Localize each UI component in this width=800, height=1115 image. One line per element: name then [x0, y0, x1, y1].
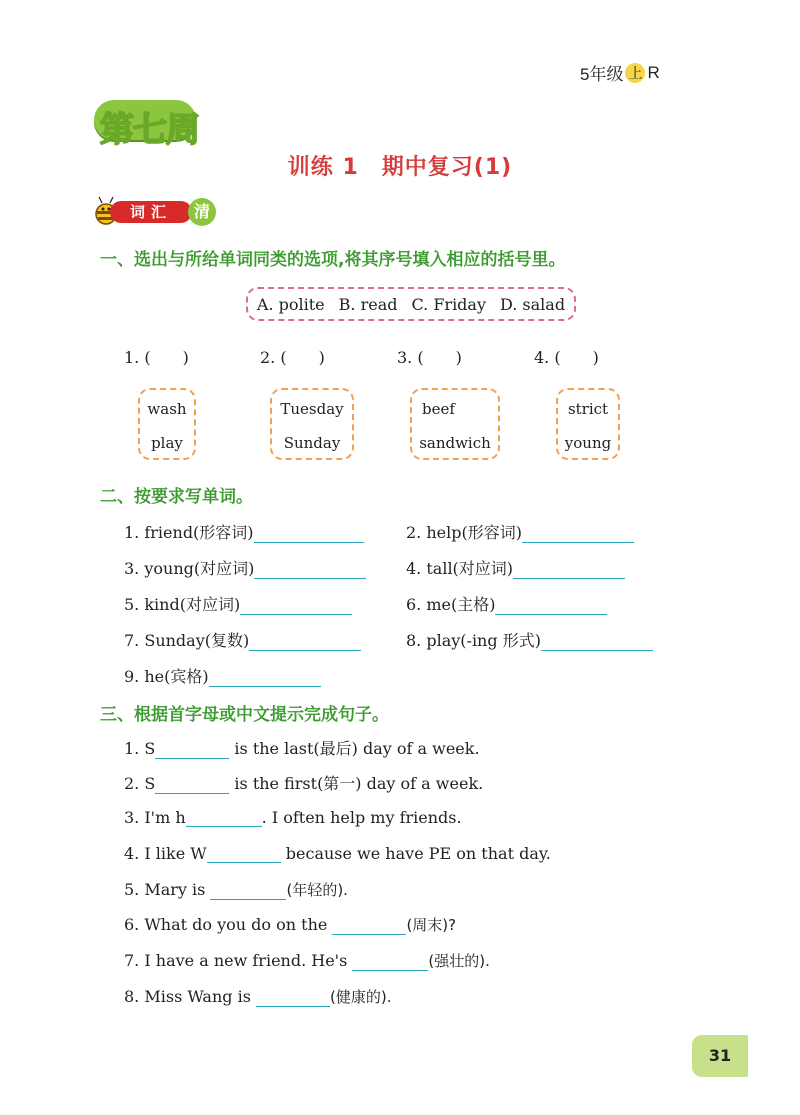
sentence-2-start: 2. S — [124, 774, 156, 793]
word-box-4-word-1: strict — [567, 400, 609, 418]
answer-bracket-4[interactable]: 4. ( ) — [534, 348, 599, 367]
word-item-4-text: 4. tall(对应词) — [406, 559, 514, 578]
sentence-3-end: . I often help my friends. — [261, 808, 462, 827]
option-box — [246, 287, 576, 321]
word-item-7-text: 7. Sunday(复数) — [124, 631, 250, 650]
answer-line[interactable] — [254, 559, 366, 579]
sentence-4-end: because we have PE on that day. — [280, 844, 551, 863]
word-item-8 — [406, 628, 653, 651]
sentence-2-end: is the first(第一) day of a week. — [229, 774, 484, 793]
option-c: C. Friday — [411, 294, 486, 314]
sentence-8-end: (健康的). — [330, 988, 392, 1006]
word-item-6-text: 6. me(主格) — [406, 595, 496, 614]
sentence-7-start: 7. I have a new friend. He's — [124, 951, 353, 970]
sentence-4-start: 4. I like W — [124, 844, 207, 863]
sentence-5 — [124, 879, 348, 900]
answer-line[interactable] — [240, 595, 352, 615]
page-number: 31 — [692, 1035, 748, 1077]
option-a: A. polite — [256, 294, 325, 314]
answer-line[interactable] — [495, 595, 607, 615]
answer-bracket-3[interactable]: 3. ( ) — [397, 348, 462, 367]
option-b: B. read — [338, 294, 398, 314]
sentence-1 — [124, 736, 480, 759]
sentence-3 — [124, 807, 462, 827]
week-badge: 第七周 — [100, 110, 199, 150]
word-box-2 — [270, 388, 354, 460]
word-item-6 — [406, 592, 607, 615]
blank-1[interactable] — [155, 739, 229, 759]
word-item-2-text: 2. help(形容词) — [406, 523, 522, 542]
word-item-3-text: 3. young(对应词) — [124, 559, 255, 578]
word-box-2-word-2: Sunday — [283, 434, 341, 452]
sentence-7-end: (强壮的). — [428, 952, 490, 970]
grade-suffix: R — [647, 62, 660, 82]
word-item-8-text: 8. play(-ing 形式) — [406, 631, 541, 650]
answer-line[interactable] — [254, 523, 364, 543]
grade-label — [580, 60, 660, 85]
blank-4[interactable] — [207, 843, 281, 863]
sentence-5-end: (年轻的). — [286, 881, 348, 899]
blank-6[interactable] — [332, 915, 406, 935]
word-item-9 — [124, 664, 321, 687]
blank-8[interactable] — [256, 987, 330, 1007]
grade-up-badge: 上 — [625, 63, 645, 83]
word-item-5-text: 5. kind(对应词) — [124, 595, 241, 614]
word-box-3 — [410, 388, 500, 460]
sentence-6-end: (周末)? — [406, 916, 457, 934]
word-item-1-text: 1. friend(形容词) — [124, 523, 254, 542]
sentence-3-start: 3. I'm h — [124, 808, 186, 827]
sentence-6-start: 6. What do you do on the — [124, 915, 333, 934]
sentence-1-start: 1. S — [124, 739, 156, 758]
word-box-4 — [556, 388, 620, 460]
word-box-4-word-2: young — [564, 434, 612, 452]
word-box-1-word-1: wash — [147, 400, 187, 418]
word-item-7 — [124, 628, 361, 651]
vocab-label: 词汇 — [110, 201, 192, 223]
sentence-2 — [124, 771, 483, 794]
section3-heading: 三、根据首字母或中文提示完成句子。 — [100, 705, 389, 725]
vocab-circle: 清 — [188, 198, 216, 226]
answer-bracket-2[interactable]: 2. ( ) — [260, 348, 325, 367]
answer-line[interactable] — [513, 559, 625, 579]
answer-line[interactable] — [522, 523, 634, 543]
word-box-3-word-2: sandwich — [419, 434, 491, 452]
sentence-4 — [124, 843, 551, 863]
sentence-6 — [124, 914, 456, 935]
word-item-3 — [124, 556, 366, 579]
answer-bracket-1[interactable]: 1. ( ) — [124, 348, 189, 367]
word-box-3-word-1: beef — [422, 400, 455, 418]
word-box-2-word-1: Tuesday — [280, 400, 344, 418]
word-item-4 — [406, 556, 625, 579]
blank-2[interactable] — [155, 774, 229, 794]
word-box-1-word-2: play — [151, 434, 183, 452]
word-item-1 — [124, 520, 364, 543]
answer-line[interactable] — [209, 667, 321, 687]
word-item-9-text: 9. he(宾格) — [124, 667, 209, 686]
page-title: 训练 1 期中复习(1) — [287, 155, 513, 180]
sentence-1-end: is the last(最后) day of a week. — [229, 739, 480, 758]
blank-7[interactable] — [352, 951, 428, 971]
vocab-tag — [92, 196, 222, 226]
grade-prefix: 5年级 — [580, 65, 624, 84]
sentence-8-start: 8. Miss Wang is — [124, 987, 256, 1006]
sentence-8 — [124, 986, 391, 1007]
sentence-7 — [124, 950, 490, 971]
word-item-2 — [406, 520, 634, 543]
option-d: D. salad — [500, 294, 566, 314]
answer-line[interactable] — [541, 631, 653, 651]
word-box-1 — [138, 388, 196, 460]
section2-heading: 二、按要求写单词。 — [100, 487, 253, 507]
blank-3[interactable] — [186, 807, 262, 827]
word-item-5 — [124, 592, 352, 615]
section1-heading: 一、选出与所给单词同类的选项,将其序号填入相应的括号里。 — [100, 250, 566, 270]
sentence-5-start: 5. Mary is — [124, 880, 211, 899]
blank-5[interactable] — [210, 880, 286, 900]
answer-line[interactable] — [249, 631, 361, 651]
